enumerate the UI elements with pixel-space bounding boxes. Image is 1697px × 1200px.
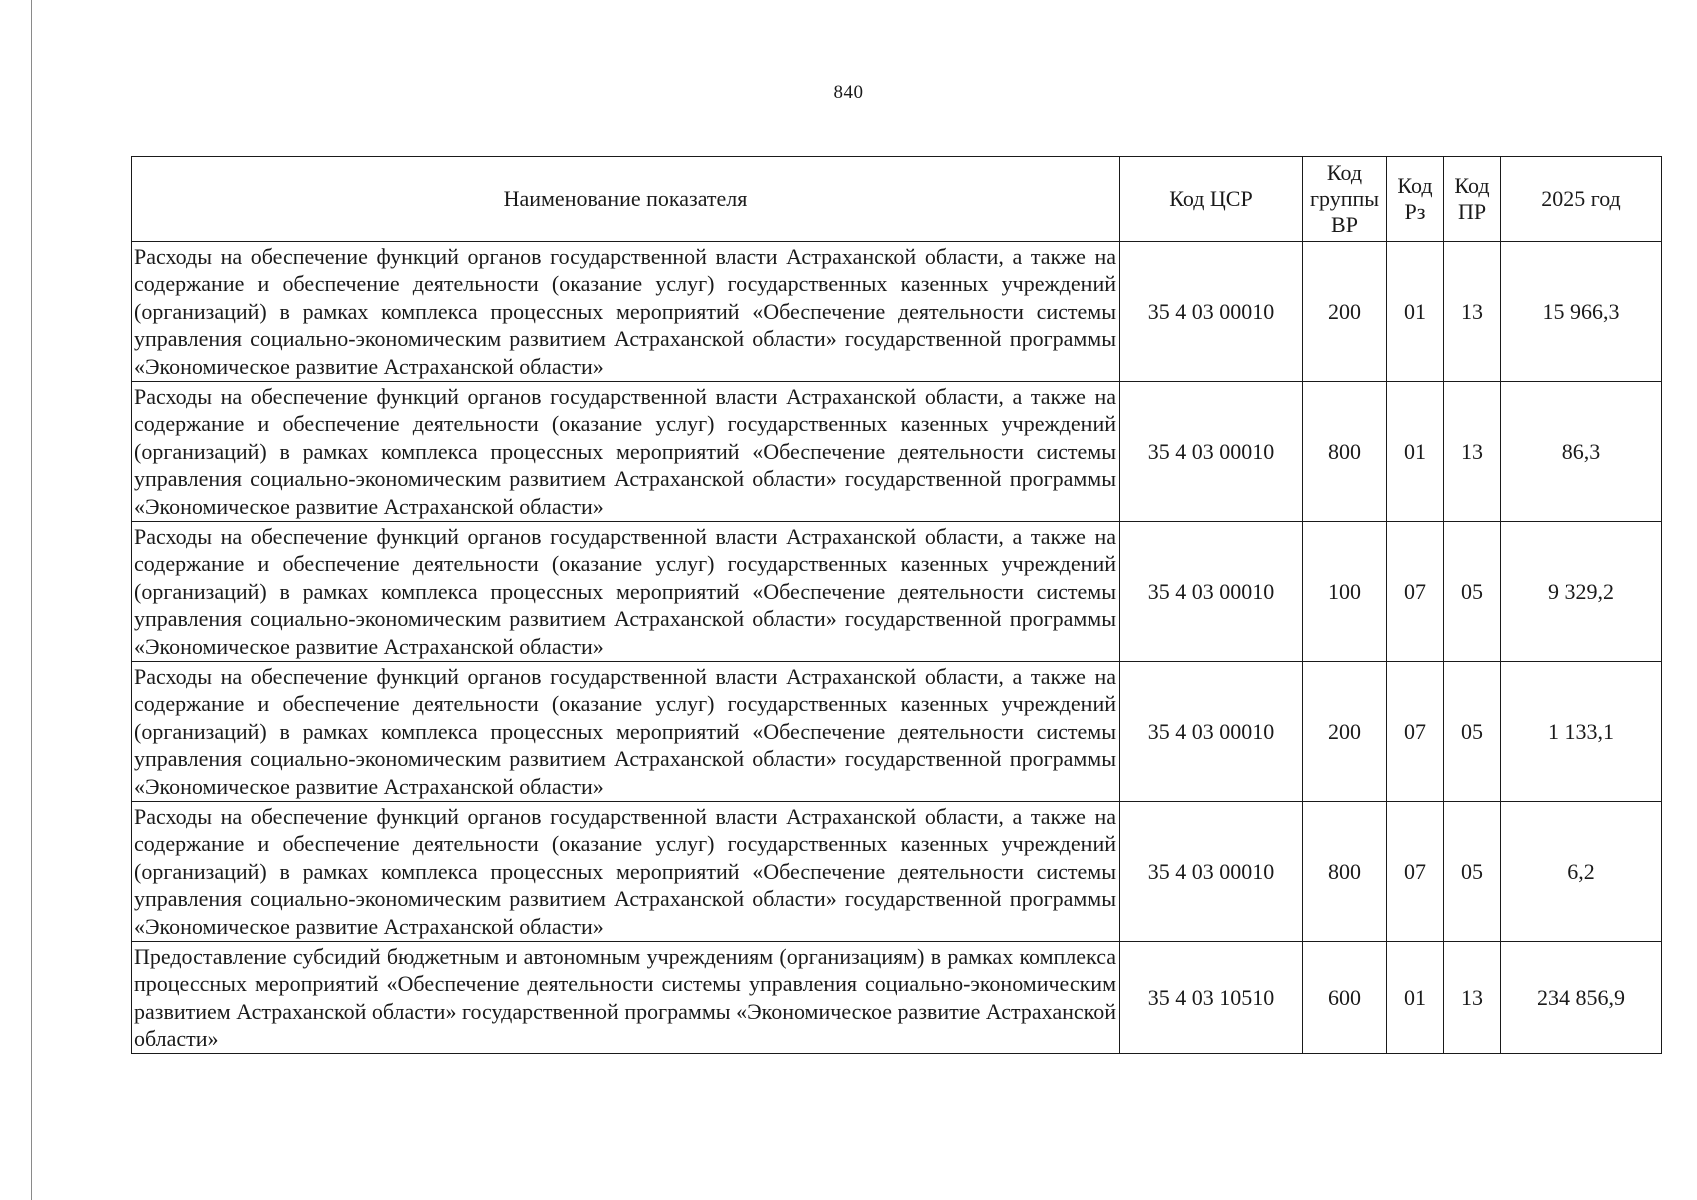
- row-rz-code: 01: [1387, 942, 1444, 1054]
- row-name: Расходы на обеспечение функций органов государственной власти Астраханской области, а также на содержание и обеспечение деятельности (оказание услуг) государственных казенных учреждений (организаций) в рамках комплекса процессных мероприятий «Обеспечение деятельности системы управления социально-экономическим развитием Астраханской области» государственной программы «Экономическое развитие Астраханской области»: [132, 662, 1120, 802]
- row-name: Расходы на обеспечение функций органов государственной власти Астраханской области, а также на содержание и обеспечение деятельности (оказание услуг) государственных казенных учреждений (организаций) в рамках комплекса процессных мероприятий «Обеспечение деятельности системы управления социально-экономическим развитием Астраханской области» государственной программы «Экономическое развитие Астраханской области»: [132, 382, 1120, 522]
- row-name: Расходы на обеспечение функций органов государственной власти Астраханской области, а также на содержание и обеспечение деятельности (оказание услуг) государственных казенных учреждений (организаций) в рамках комплекса процессных мероприятий «Обеспечение деятельности системы управления социально-экономическим развитием Астраханской области» государственной программы «Экономическое развитие Астраханской области»: [132, 242, 1120, 382]
- header-rz-code: Код Рз: [1387, 157, 1444, 242]
- row-amount: 1 133,1: [1501, 662, 1662, 802]
- table-row: [132, 942, 1662, 1054]
- row-vr-code: 200: [1303, 662, 1387, 802]
- header-name: Наименование показателя: [132, 157, 1120, 242]
- row-csr-code: 35 4 03 00010: [1120, 802, 1303, 942]
- header-pr-code: Код ПР: [1444, 157, 1501, 242]
- row-amount: 234 856,9: [1501, 942, 1662, 1054]
- row-name: Предоставление субсидий бюджетным и автономным учреждениям (организациям) в рамках комплекса процессных мероприятий «Обеспечение деятельности системы управления социально-экономическим развитием Астраханской области» государственной программы «Экономическое развитие Астраханской области»: [132, 942, 1120, 1054]
- row-amount: 86,3: [1501, 382, 1662, 522]
- row-pr-code: 13: [1444, 382, 1501, 522]
- row-rz-code: 01: [1387, 382, 1444, 522]
- row-csr-code: 35 4 03 00010: [1120, 522, 1303, 662]
- row-name: Расходы на обеспечение функций органов государственной власти Астраханской области, а также на содержание и обеспечение деятельности (оказание услуг) государственных казенных учреждений (организаций) в рамках комплекса процессных мероприятий «Обеспечение деятельности системы управления социально-экономическим развитием Астраханской области» государственной программы «Экономическое развитие Астраханской области»: [132, 802, 1120, 942]
- row-rz-code: 01: [1387, 242, 1444, 382]
- row-vr-code: 100: [1303, 522, 1387, 662]
- page-number: 840: [833, 82, 864, 103]
- row-rz-code: 07: [1387, 802, 1444, 942]
- binding-margin-line: [31, 0, 32, 1200]
- row-pr-code: 05: [1444, 802, 1501, 942]
- row-amount: 9 329,2: [1501, 522, 1662, 662]
- row-csr-code: 35 4 03 00010: [1120, 242, 1303, 382]
- table-row: [132, 382, 1662, 522]
- row-pr-code: 05: [1444, 662, 1501, 802]
- budget-table: [131, 156, 1662, 1054]
- table-row: [132, 522, 1662, 662]
- row-rz-code: 07: [1387, 522, 1444, 662]
- row-vr-code: 800: [1303, 802, 1387, 942]
- table-row: [132, 242, 1662, 382]
- row-csr-code: 35 4 03 00010: [1120, 662, 1303, 802]
- row-name: Расходы на обеспечение функций органов государственной власти Астраханской области, а также на содержание и обеспечение деятельности (оказание услуг) государственных казенных учреждений (организаций) в рамках комплекса процессных мероприятий «Обеспечение деятельности системы управления социально-экономическим развитием Астраханской области» государственной программы «Экономическое развитие Астраханской области»: [132, 522, 1120, 662]
- row-amount: 6,2: [1501, 802, 1662, 942]
- row-vr-code: 200: [1303, 242, 1387, 382]
- row-vr-code: 600: [1303, 942, 1387, 1054]
- header-year: 2025 год: [1501, 157, 1662, 242]
- row-amount: 15 966,3: [1501, 242, 1662, 382]
- row-pr-code: 05: [1444, 522, 1501, 662]
- row-csr-code: 35 4 03 10510: [1120, 942, 1303, 1054]
- table-row: [132, 802, 1662, 942]
- row-pr-code: 13: [1444, 942, 1501, 1054]
- table-header-row: [132, 157, 1662, 242]
- row-csr-code: 35 4 03 00010: [1120, 382, 1303, 522]
- header-vr-code: Код группы ВР: [1303, 157, 1387, 242]
- row-vr-code: 800: [1303, 382, 1387, 522]
- row-pr-code: 13: [1444, 242, 1501, 382]
- row-rz-code: 07: [1387, 662, 1444, 802]
- header-csr-code: Код ЦСР: [1120, 157, 1303, 242]
- table-row: [132, 662, 1662, 802]
